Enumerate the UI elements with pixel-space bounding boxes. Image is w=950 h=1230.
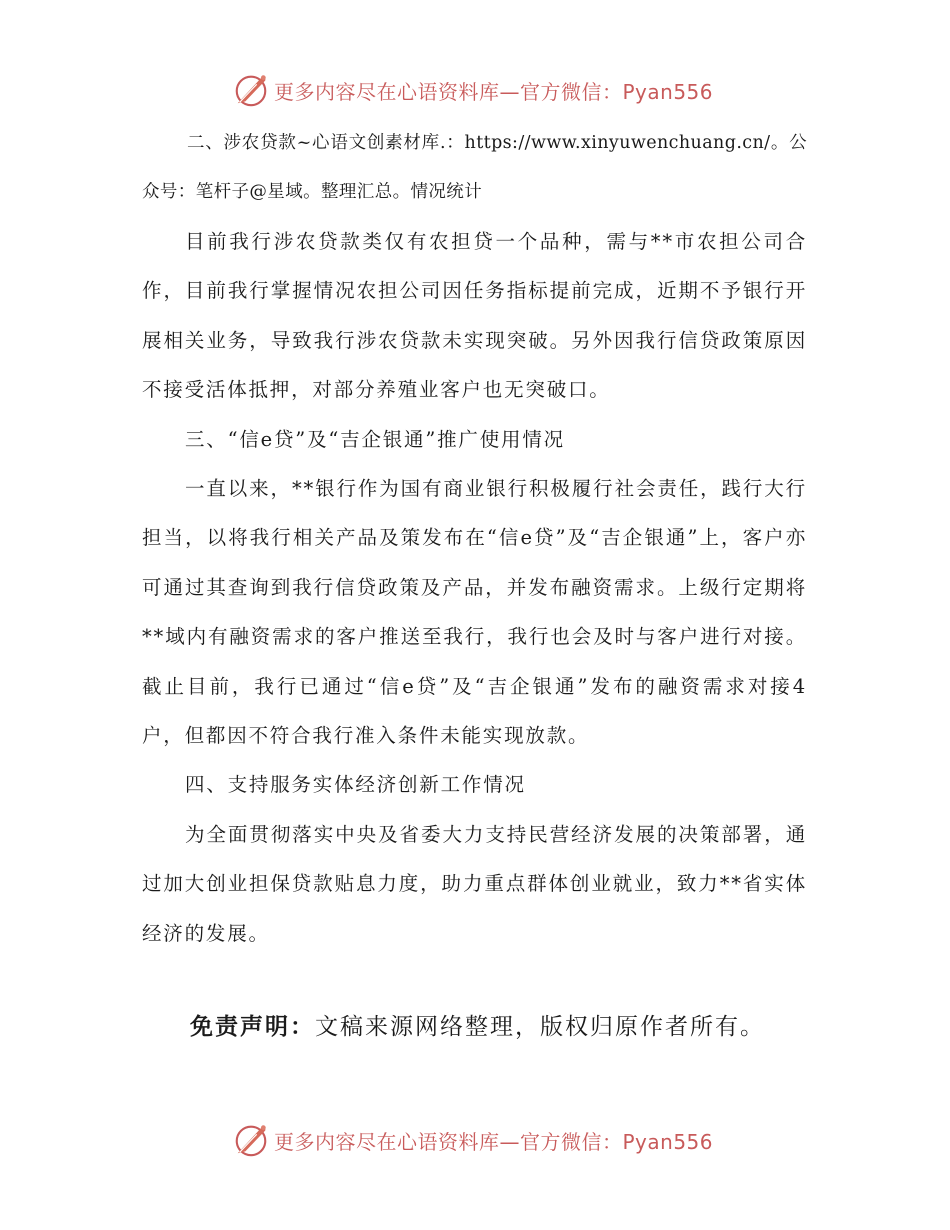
section-2-body-paragraph: 目前我行涉农贷款类仅有农担贷一个品种，需与**市农担公司合作，目前我行掌握情况农担公司因任务指标提前完成，近期不予银行开展相关业务，导致我行涉农贷款未实现突破。另外因我行信贷政策原因不接受活体抵押，对部分养殖业客户也无突破口。 [142,230,807,402]
document-body [142,119,807,958]
section-3-heading: 三、“信e贷”及“吉企银通”推广使用情况 [185,427,565,451]
disclaimer [190,1008,765,1041]
header-banner-text: 更多内容尽在心语资料库—官方微信：Pyan556 [274,79,714,104]
quill-pen-logo-icon [232,71,270,109]
footer-banner [232,1120,713,1160]
section-4-heading: 四、支持服务实体经济创新工作情况 [185,773,526,797]
disclaimer-text: 文稿来源网络整理，版权归原作者所有。 [315,1014,765,1040]
section-2-heading-paragraph: 二、涉农贷款~心语文创素材库.：https://www.xinyuwenchuang.cn/。公众号：笔杆子@星域。整理汇总。情况统计 [142,133,807,202]
footer-banner-text: 更多内容尽在心语资料库—官方微信：Pyan556 [274,1129,714,1154]
header-banner [232,70,713,110]
section-4-body-paragraph: 为全面贯彻落实中央及省委大力支持民营经济发展的决策部署，通过加大创业担保贷款贴息力度，助力重点群体创业就业，致力**省实体经济的发展。 [142,822,807,945]
section-3-body-paragraph: 一直以来，**银行作为国有商业银行积极履行社会责任，践行大行担当，以将我行相关产品及策发布在“信e贷”及“吉企银通”上，客户亦可通过其查询到我行信贷政策及产品，并发布融资需求。上级行定期将**域内有融资需求的客户推送至我行，我行也会及时与客户进行对接。截止目前，我行已通过“信e贷”及“吉企银通”发布的融资需求对接4户，但都因不符合我行准入条件未能实现放款。 [142,477,807,748]
quill-pen-logo-icon [232,1121,270,1159]
disclaimer-label: 免责声明： [190,1014,315,1040]
